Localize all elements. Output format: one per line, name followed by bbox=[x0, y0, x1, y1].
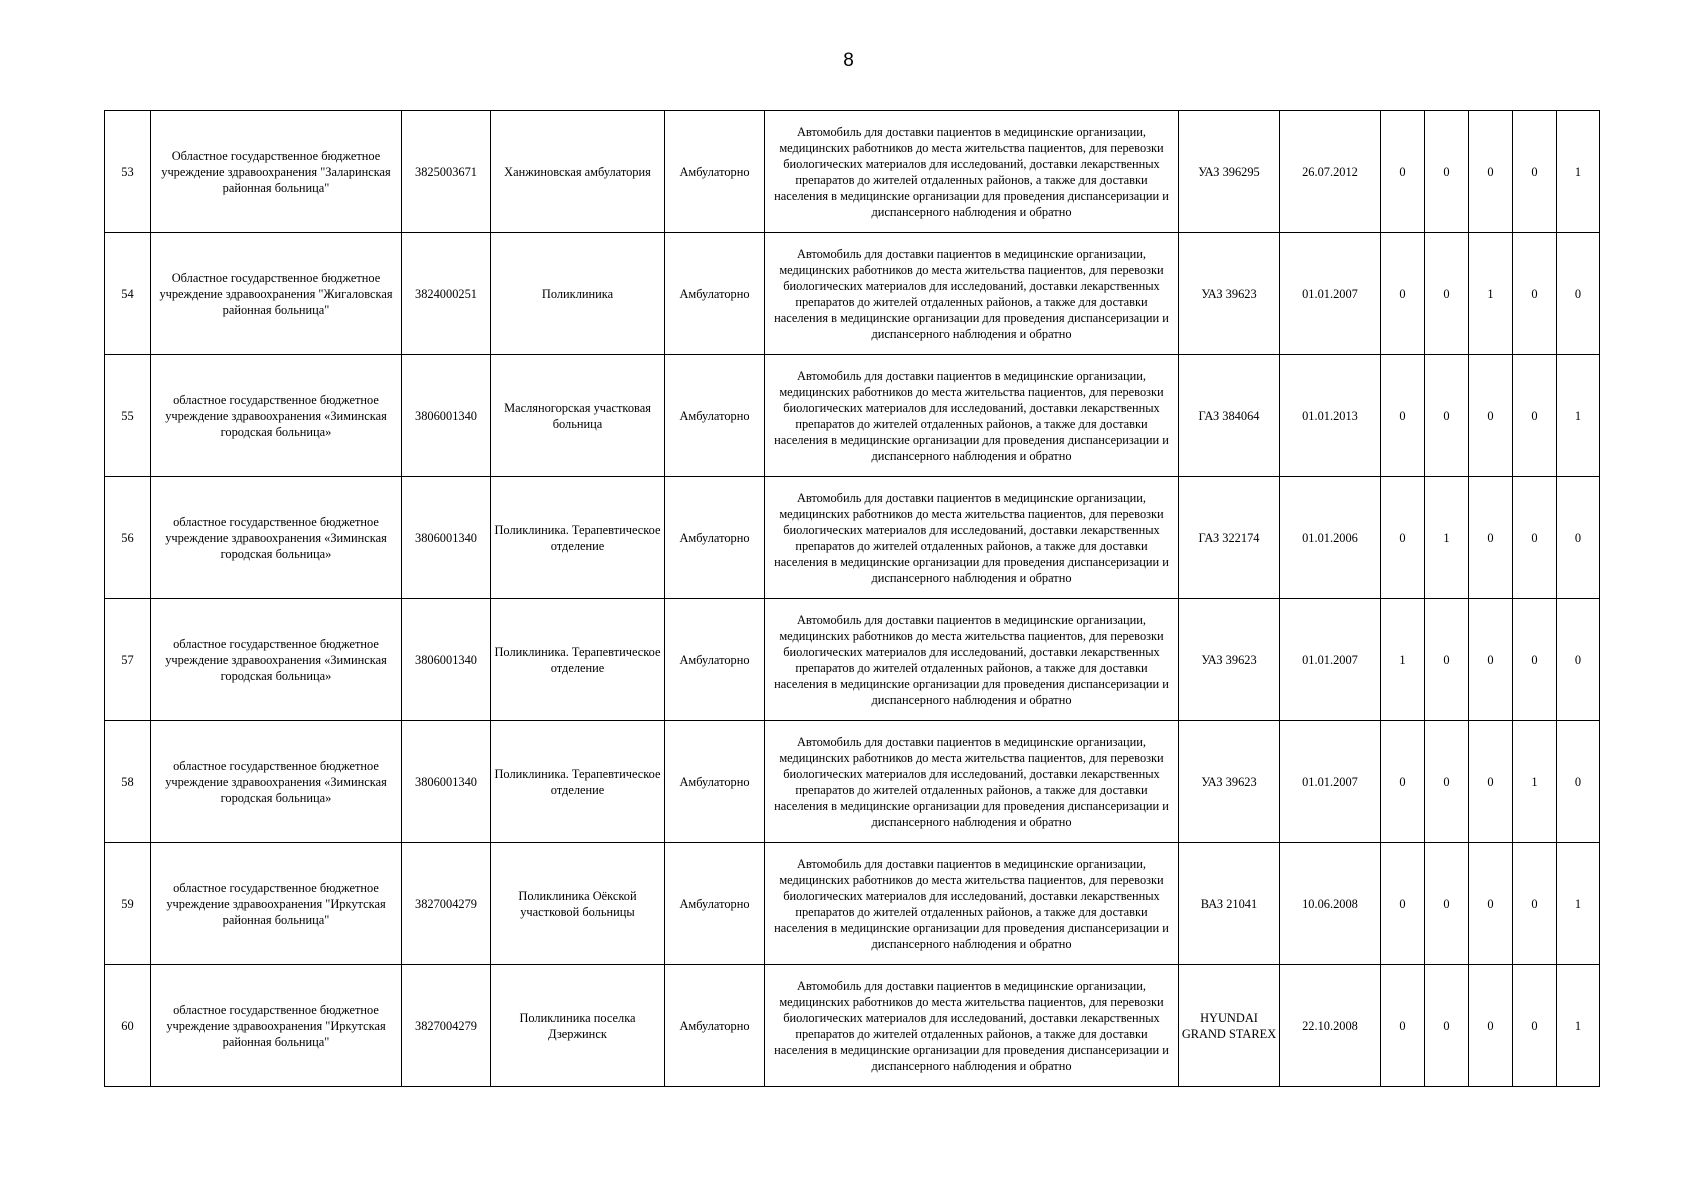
cell-flag-5: 1 bbox=[1557, 965, 1600, 1087]
cell-date: 22.10.2008 bbox=[1280, 965, 1381, 1087]
cell-flag-3: 0 bbox=[1469, 477, 1513, 599]
cell-inn: 3825003671 bbox=[402, 111, 491, 233]
cell-institution: областное государственное бюджетное учреждение здравоохранения «Зиминская городская больница» bbox=[151, 599, 402, 721]
cell-unit: Поликлиника Оёкской участковой больницы bbox=[491, 843, 665, 965]
cell-institution: областное государственное бюджетное учреждение здравоохранения "Иркутская районная больница" bbox=[151, 965, 402, 1087]
cell-institution: областное государственное бюджетное учреждение здравоохранения "Иркутская районная больница" bbox=[151, 843, 402, 965]
cell-flag-3: 0 bbox=[1469, 355, 1513, 477]
cell-unit: Поликлиника. Терапевтическое отделение bbox=[491, 599, 665, 721]
cell-flag-5: 1 bbox=[1557, 843, 1600, 965]
cell-vehicle: ВАЗ 21041 bbox=[1179, 843, 1280, 965]
table-row bbox=[105, 599, 1600, 721]
cell-flag-3: 0 bbox=[1469, 843, 1513, 965]
cell-flag-1: 0 bbox=[1381, 355, 1425, 477]
table-row bbox=[105, 233, 1600, 355]
cell-flag-2: 0 bbox=[1425, 355, 1469, 477]
cell-inn: 3827004279 bbox=[402, 965, 491, 1087]
cell-flag-4: 0 bbox=[1513, 843, 1557, 965]
cell-vehicle: ГАЗ 322174 bbox=[1179, 477, 1280, 599]
cell-flag-1: 0 bbox=[1381, 843, 1425, 965]
table-row bbox=[105, 721, 1600, 843]
cell-flag-4: 0 bbox=[1513, 599, 1557, 721]
cell-purpose: Автомобиль для доставки пациентов в медицинские организации, медицинских работников до места жительства пациентов, для перевозки биологических материалов для исследований, доставки лекарственных препаратов до жителей отдаленных районов, а также для доставки населения в медицинские организации для проведения диспансеризации и диспансерного наблюдения и обратно bbox=[765, 843, 1179, 965]
page-number: 8 bbox=[843, 50, 854, 71]
cell-inn: 3806001340 bbox=[402, 477, 491, 599]
cell-date: 01.01.2007 bbox=[1280, 233, 1381, 355]
cell-vehicle: УАЗ 396295 bbox=[1179, 111, 1280, 233]
cell-flag-4: 1 bbox=[1513, 721, 1557, 843]
cell-unit: Поликлиника. Терапевтическое отделение bbox=[491, 721, 665, 843]
vehicle-registry-table bbox=[104, 110, 1600, 1087]
cell-flag-5: 0 bbox=[1557, 233, 1600, 355]
cell-flag-5: 0 bbox=[1557, 477, 1600, 599]
cell-institution: Областное государственное бюджетное учреждение здравоохранения "Заларинская районная больница" bbox=[151, 111, 402, 233]
cell-flag-5: 0 bbox=[1557, 599, 1600, 721]
cell-vehicle: HYUNDAI GRAND STAREX bbox=[1179, 965, 1280, 1087]
cell-vehicle: ГАЗ 384064 bbox=[1179, 355, 1280, 477]
cell-date: 01.01.2006 bbox=[1280, 477, 1381, 599]
cell-date: 01.01.2013 bbox=[1280, 355, 1381, 477]
cell-flag-4: 0 bbox=[1513, 355, 1557, 477]
table-row bbox=[105, 843, 1600, 965]
cell-inn: 3827004279 bbox=[402, 843, 491, 965]
cell-care-type: Амбулаторно bbox=[665, 721, 765, 843]
cell-purpose: Автомобиль для доставки пациентов в медицинские организации, медицинских работников до места жительства пациентов, для перевозки биологических материалов для исследований, доставки лекарственных препаратов до жителей отдаленных районов, а также для доставки населения в медицинские организации для проведения диспансеризации и диспансерного наблюдения и обратно bbox=[765, 599, 1179, 721]
cell-vehicle: УАЗ 39623 bbox=[1179, 599, 1280, 721]
cell-date: 01.01.2007 bbox=[1280, 599, 1381, 721]
cell-flag-2: 0 bbox=[1425, 843, 1469, 965]
table-body bbox=[105, 111, 1600, 1087]
cell-unit: Масляногорская участковая больница bbox=[491, 355, 665, 477]
cell-care-type: Амбулаторно bbox=[665, 111, 765, 233]
cell-flag-5: 1 bbox=[1557, 111, 1600, 233]
cell-row-number: 58 bbox=[105, 721, 151, 843]
cell-care-type: Амбулаторно bbox=[665, 965, 765, 1087]
cell-unit: Поликлиника поселка Дзержинск bbox=[491, 965, 665, 1087]
cell-flag-1: 0 bbox=[1381, 721, 1425, 843]
cell-flag-3: 0 bbox=[1469, 111, 1513, 233]
cell-flag-2: 0 bbox=[1425, 721, 1469, 843]
cell-purpose: Автомобиль для доставки пациентов в медицинские организации, медицинских работников до места жительства пациентов, для перевозки биологических материалов для исследований, доставки лекарственных препаратов до жителей отдаленных районов, а также для доставки населения в медицинские организации для проведения диспансеризации и диспансерного наблюдения и обратно bbox=[765, 477, 1179, 599]
cell-inn: 3824000251 bbox=[402, 233, 491, 355]
cell-unit: Поликлиника bbox=[491, 233, 665, 355]
cell-flag-3: 1 bbox=[1469, 233, 1513, 355]
table-row bbox=[105, 111, 1600, 233]
cell-institution: областное государственное бюджетное учреждение здравоохранения «Зиминская городская больница» bbox=[151, 477, 402, 599]
cell-flag-2: 0 bbox=[1425, 965, 1469, 1087]
cell-flag-2: 0 bbox=[1425, 233, 1469, 355]
cell-flag-2: 0 bbox=[1425, 111, 1469, 233]
cell-care-type: Амбулаторно bbox=[665, 477, 765, 599]
table-row bbox=[105, 477, 1600, 599]
cell-purpose: Автомобиль для доставки пациентов в медицинские организации, медицинских работников до места жительства пациентов, для перевозки биологических материалов для исследований, доставки лекарственных препаратов до жителей отдаленных районов, а также для доставки населения в медицинские организации для проведения диспансеризации и диспансерного наблюдения и обратно bbox=[765, 355, 1179, 477]
table-row bbox=[105, 355, 1600, 477]
cell-row-number: 59 bbox=[105, 843, 151, 965]
cell-flag-3: 0 bbox=[1469, 721, 1513, 843]
cell-care-type: Амбулаторно bbox=[665, 355, 765, 477]
cell-flag-3: 0 bbox=[1469, 965, 1513, 1087]
cell-flag-4: 0 bbox=[1513, 233, 1557, 355]
cell-flag-4: 0 bbox=[1513, 111, 1557, 233]
cell-flag-4: 0 bbox=[1513, 477, 1557, 599]
cell-date: 01.01.2007 bbox=[1280, 721, 1381, 843]
cell-flag-1: 0 bbox=[1381, 111, 1425, 233]
cell-row-number: 55 bbox=[105, 355, 151, 477]
cell-purpose: Автомобиль для доставки пациентов в медицинские организации, медицинских работников до места жительства пациентов, для перевозки биологических материалов для исследований, доставки лекарственных препаратов до жителей отдаленных районов, а также для доставки населения в медицинские организации для проведения диспансеризации и диспансерного наблюдения и обратно bbox=[765, 111, 1179, 233]
cell-unit: Поликлиника. Терапевтическое отделение bbox=[491, 477, 665, 599]
cell-row-number: 60 bbox=[105, 965, 151, 1087]
cell-flag-4: 0 bbox=[1513, 965, 1557, 1087]
cell-date: 26.07.2012 bbox=[1280, 111, 1381, 233]
cell-flag-5: 0 bbox=[1557, 721, 1600, 843]
cell-row-number: 57 bbox=[105, 599, 151, 721]
cell-flag-1: 0 bbox=[1381, 965, 1425, 1087]
cell-care-type: Амбулаторно bbox=[665, 843, 765, 965]
cell-flag-1: 0 bbox=[1381, 233, 1425, 355]
cell-care-type: Амбулаторно bbox=[665, 599, 765, 721]
cell-purpose: Автомобиль для доставки пациентов в медицинские организации, медицинских работников до места жительства пациентов, для перевозки биологических материалов для исследований, доставки лекарственных препаратов до жителей отдаленных районов, а также для доставки населения в медицинские организации для проведения диспансеризации и диспансерного наблюдения и обратно bbox=[765, 965, 1179, 1087]
cell-purpose: Автомобиль для доставки пациентов в медицинские организации, медицинских работников до места жительства пациентов, для перевозки биологических материалов для исследований, доставки лекарственных препаратов до жителей отдаленных районов, а также для доставки населения в медицинские организации для проведения диспансеризации и диспансерного наблюдения и обратно bbox=[765, 233, 1179, 355]
cell-care-type: Амбулаторно bbox=[665, 233, 765, 355]
cell-purpose: Автомобиль для доставки пациентов в медицинские организации, медицинских работников до места жительства пациентов, для перевозки биологических материалов для исследований, доставки лекарственных препаратов до жителей отдаленных районов, а также для доставки населения в медицинские организации для проведения диспансеризации и диспансерного наблюдения и обратно bbox=[765, 721, 1179, 843]
cell-vehicle: УАЗ 39623 bbox=[1179, 233, 1280, 355]
cell-date: 10.06.2008 bbox=[1280, 843, 1381, 965]
cell-unit: Ханжиновская амбулатория bbox=[491, 111, 665, 233]
cell-row-number: 53 bbox=[105, 111, 151, 233]
table-row bbox=[105, 965, 1600, 1087]
cell-row-number: 56 bbox=[105, 477, 151, 599]
cell-vehicle: УАЗ 39623 bbox=[1179, 721, 1280, 843]
cell-institution: Областное государственное бюджетное учреждение здравоохранения "Жигаловская районная больница" bbox=[151, 233, 402, 355]
cell-flag-3: 0 bbox=[1469, 599, 1513, 721]
cell-flag-5: 1 bbox=[1557, 355, 1600, 477]
cell-flag-1: 0 bbox=[1381, 477, 1425, 599]
cell-row-number: 54 bbox=[105, 233, 151, 355]
cell-inn: 3806001340 bbox=[402, 599, 491, 721]
cell-inn: 3806001340 bbox=[402, 721, 491, 843]
cell-flag-2: 0 bbox=[1425, 599, 1469, 721]
cell-flag-1: 1 bbox=[1381, 599, 1425, 721]
cell-institution: областное государственное бюджетное учреждение здравоохранения «Зиминская городская больница» bbox=[151, 355, 402, 477]
cell-inn: 3806001340 bbox=[402, 355, 491, 477]
cell-institution: областное государственное бюджетное учреждение здравоохранения «Зиминская городская больница» bbox=[151, 721, 402, 843]
cell-flag-2: 1 bbox=[1425, 477, 1469, 599]
